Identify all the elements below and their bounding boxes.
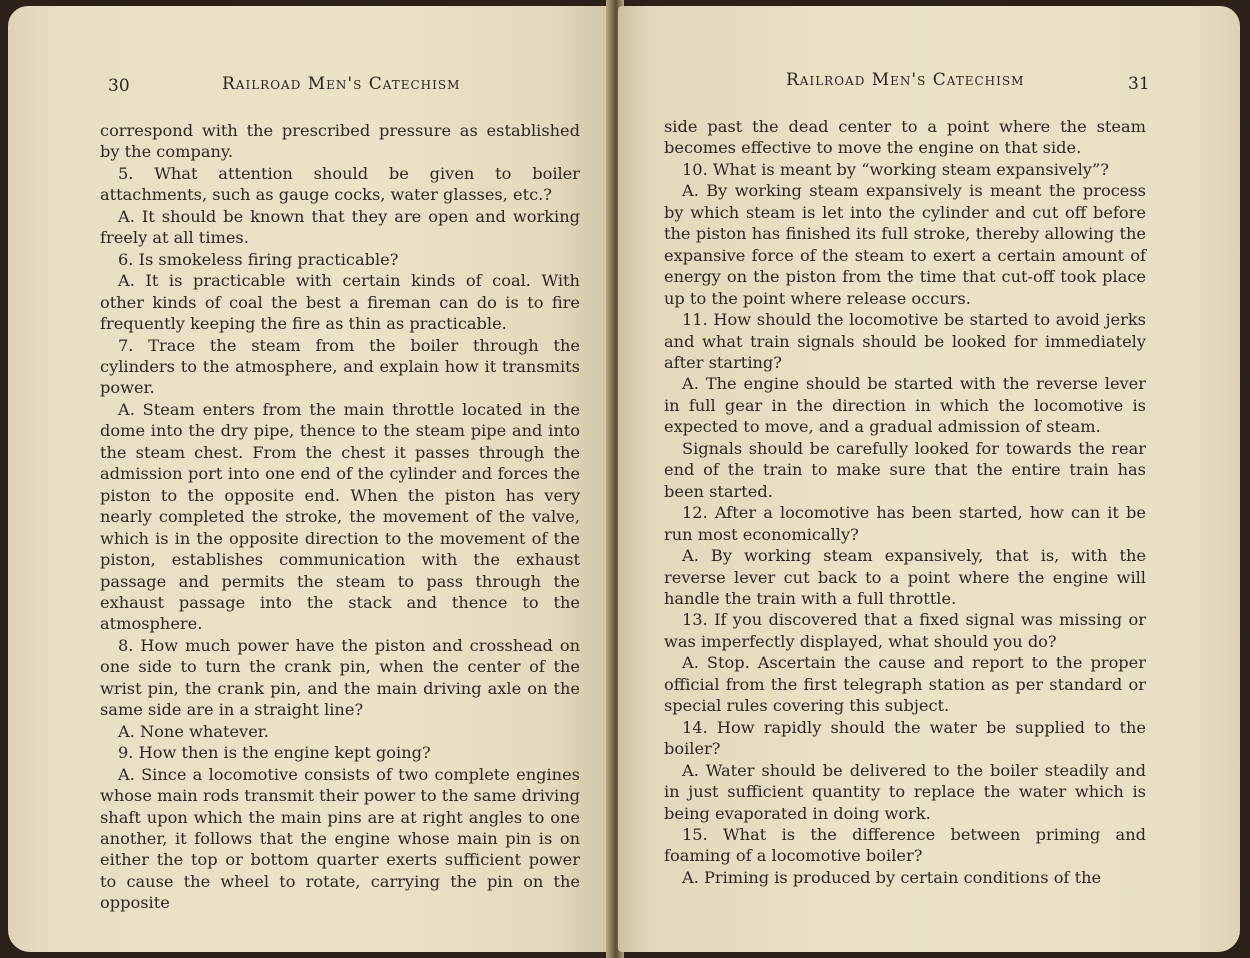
answer: A. It is practicable with certain kinds of coal. With other kinds of coal the best a fireman can do is to fire frequently keeping the fire as thin as practicable. [100, 271, 580, 334]
paragraph: correspond with the prescribed pressure as established by the company. [100, 121, 580, 162]
page-number: 31 [1128, 74, 1150, 94]
running-head: Railroad Men's Catechism [786, 70, 1025, 90]
answer: A. Water should be delivered to the boiler steadily and in just sufficient quantity to replace the water which is being evaporated in doing work. [664, 760, 1146, 823]
question: 9. How then is the engine kept going? [118, 743, 431, 763]
right-page [618, 6, 1240, 952]
paragraph: Signals should be carefully looked for towards the rear end of the train to make sure that the entire train has been started. [664, 438, 1146, 501]
answer: A. Since a locomotive consists of two complete engines whose main rods transmit their power to the same driving shaft upon which the main pins are at right angles to one another, it follows that the engine whose main pin is on either the top or bottom quarter exerts sufficient power to cause the wheel to rotate, carrying the pin on the opposite [100, 764, 580, 913]
page-text [100, 120, 580, 914]
running-head: Railroad Men's Catechism [222, 74, 461, 94]
answer: A. The engine should be started with the reverse lever in full gear in the direction in which the locomotive is expected to move, and a gradual admission of steam. [664, 374, 1146, 437]
question: 8. How much power have the piston and crosshead on one side to turn the crank pin, when the center of the wrist pin, the crank pin, and the main driving axle on the same side are in a straight line? [100, 635, 580, 720]
answer: A. Priming is produced by certain conditions of the [682, 867, 1102, 887]
question: 6. Is smokeless firing practicable? [118, 249, 399, 269]
paragraph: side past the dead center to a point where the steam becomes effective to move the engine on that side. [664, 117, 1146, 158]
question: 12. After a locomotive has been started, how can it be run most economically? [664, 503, 1146, 544]
question: 13. If you discovered that a fixed signal was missing or was imperfectly displayed, what should you do? [664, 610, 1146, 651]
question: 14. How rapidly should the water be supplied to the boiler? [664, 717, 1146, 759]
answer: A. Steam enters from the main throttle located in the dome into the dry pipe, thence to the steam pipe and into the steam chest. From the chest it passes through the admission port into one end of the cylinder and forces the piston to the opposite end. When the piston has very nearly completed the stroke, the movement of the valve, which is in the opposite direction to the movement of the piston, establishes communication with the exhaust passage and permits the steam to pass through the exhaust passage into the stack and thence to the atmosphere. [100, 399, 580, 634]
page-number: 30 [108, 76, 130, 96]
answer: A. It should be known that they are open and working freely at all times. [100, 206, 580, 248]
answer: A. By working steam expansively is meant the process by which steam is let into the cylinder and cut off before the piston has finished its full stroke, thereby allowing the expansive force of the steam to exert a certain amount of energy on the piston from the time that cut-off took place up to the point where release occurs. [664, 181, 1146, 308]
answer: A. None whatever. [118, 721, 269, 741]
question: 10. What is meant by “working steam expansively”? [682, 159, 1109, 179]
left-page [8, 6, 612, 952]
question: 5. What attention should be given to boiler attachments, such as gauge cocks, water glasses, etc.? [100, 163, 580, 205]
question: 7. Trace the steam from the boiler through the cylinders to the atmosphere, and explain how it transmits power. [100, 335, 580, 398]
answer: A. Stop. Ascertain the cause and report to the proper official from the first telegraph station as per standard or special rules covering this subject. [664, 653, 1146, 716]
answer: A. By working steam expansively, that is, with the reverse lever cut back to a point where the engine will handle the train with a full throttle. [664, 546, 1146, 608]
question: 15. What is the difference between priming and foaming of a locomotive boiler? [664, 824, 1146, 866]
question: 11. How should the locomotive be started to avoid jerks and what train signals should be looked for immediately after starting? [664, 310, 1146, 372]
page-text [664, 116, 1146, 888]
